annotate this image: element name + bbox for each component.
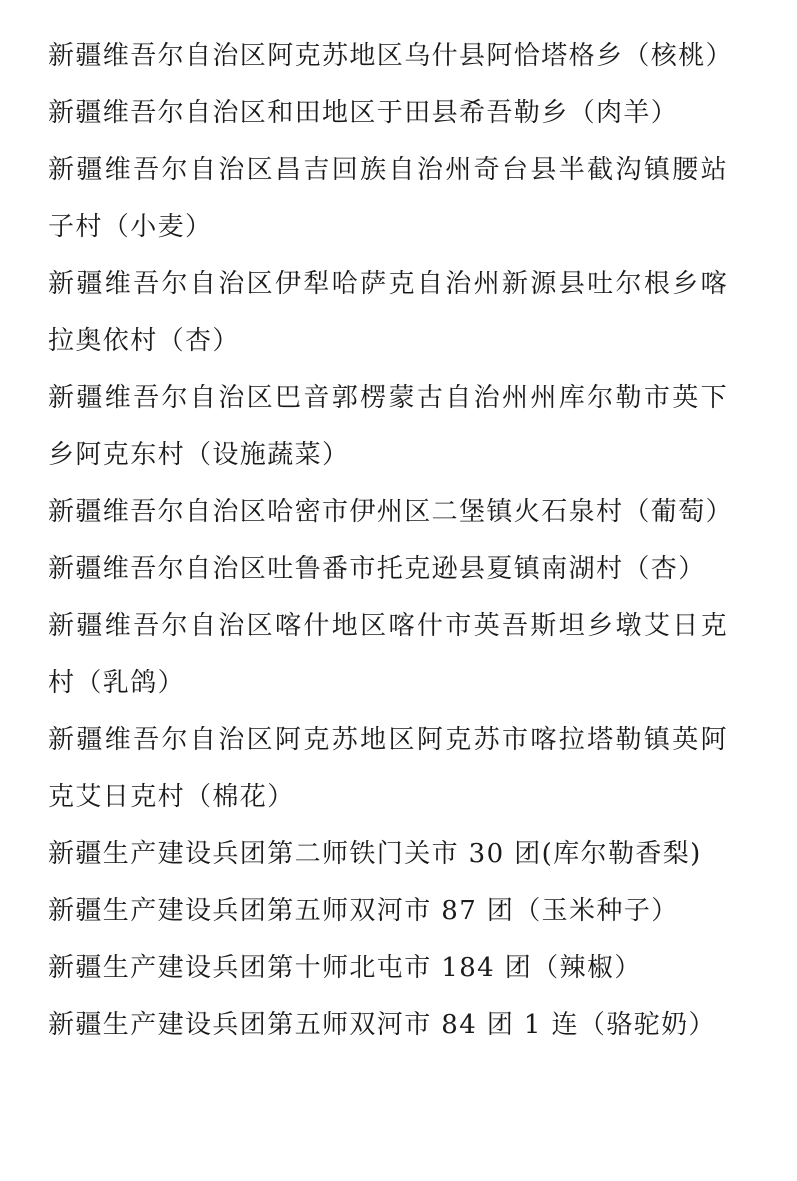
list-item: 新疆生产建设兵团第二师铁门关市 30 团(库尔勒香梨) [48, 839, 702, 869]
list-item: 新疆维吾尔自治区阿克苏地区阿克苏市喀拉塔勒镇英阿克艾日克村（棉花） [48, 725, 728, 812]
list-item: 新疆维吾尔自治区和田地区于田县希吾勒乡（肉羊） [48, 98, 679, 128]
list-item: 新疆生产建设兵团第五师双河市 87 团（玉米种子） [48, 896, 679, 926]
list-item: 新疆维吾尔自治区巴音郭楞蒙古自治州州库尔勒市英下乡阿克东村（设施蔬菜） [48, 383, 728, 470]
list-item: 新疆维吾尔自治区阿克苏地区乌什县阿恰塔格乡（核桃） [48, 41, 734, 71]
list-item: 新疆生产建设兵团第十师北屯市 184 团（辣椒） [48, 953, 642, 983]
list-item: 新疆生产建设兵团第五师双河市 84 团 1 连（骆驼奶） [48, 1010, 716, 1040]
document-body [48, 28, 734, 1054]
list-item: 新疆维吾尔自治区伊犁哈萨克自治州新源县吐尔根乡喀拉奥依村（杏） [48, 269, 728, 356]
list-item: 新疆维吾尔自治区吐鲁番市托克逊县夏镇南湖村（杏） [48, 554, 706, 584]
list-item: 新疆维吾尔自治区哈密市伊州区二堡镇火石泉村（葡萄） [48, 497, 734, 527]
list-item: 新疆维吾尔自治区喀什地区喀什市英吾斯坦乡墩艾日克村（乳鸽） [48, 611, 728, 698]
list-item: 新疆维吾尔自治区昌吉回族自治州奇台县半截沟镇腰站子村（小麦） [48, 155, 728, 242]
